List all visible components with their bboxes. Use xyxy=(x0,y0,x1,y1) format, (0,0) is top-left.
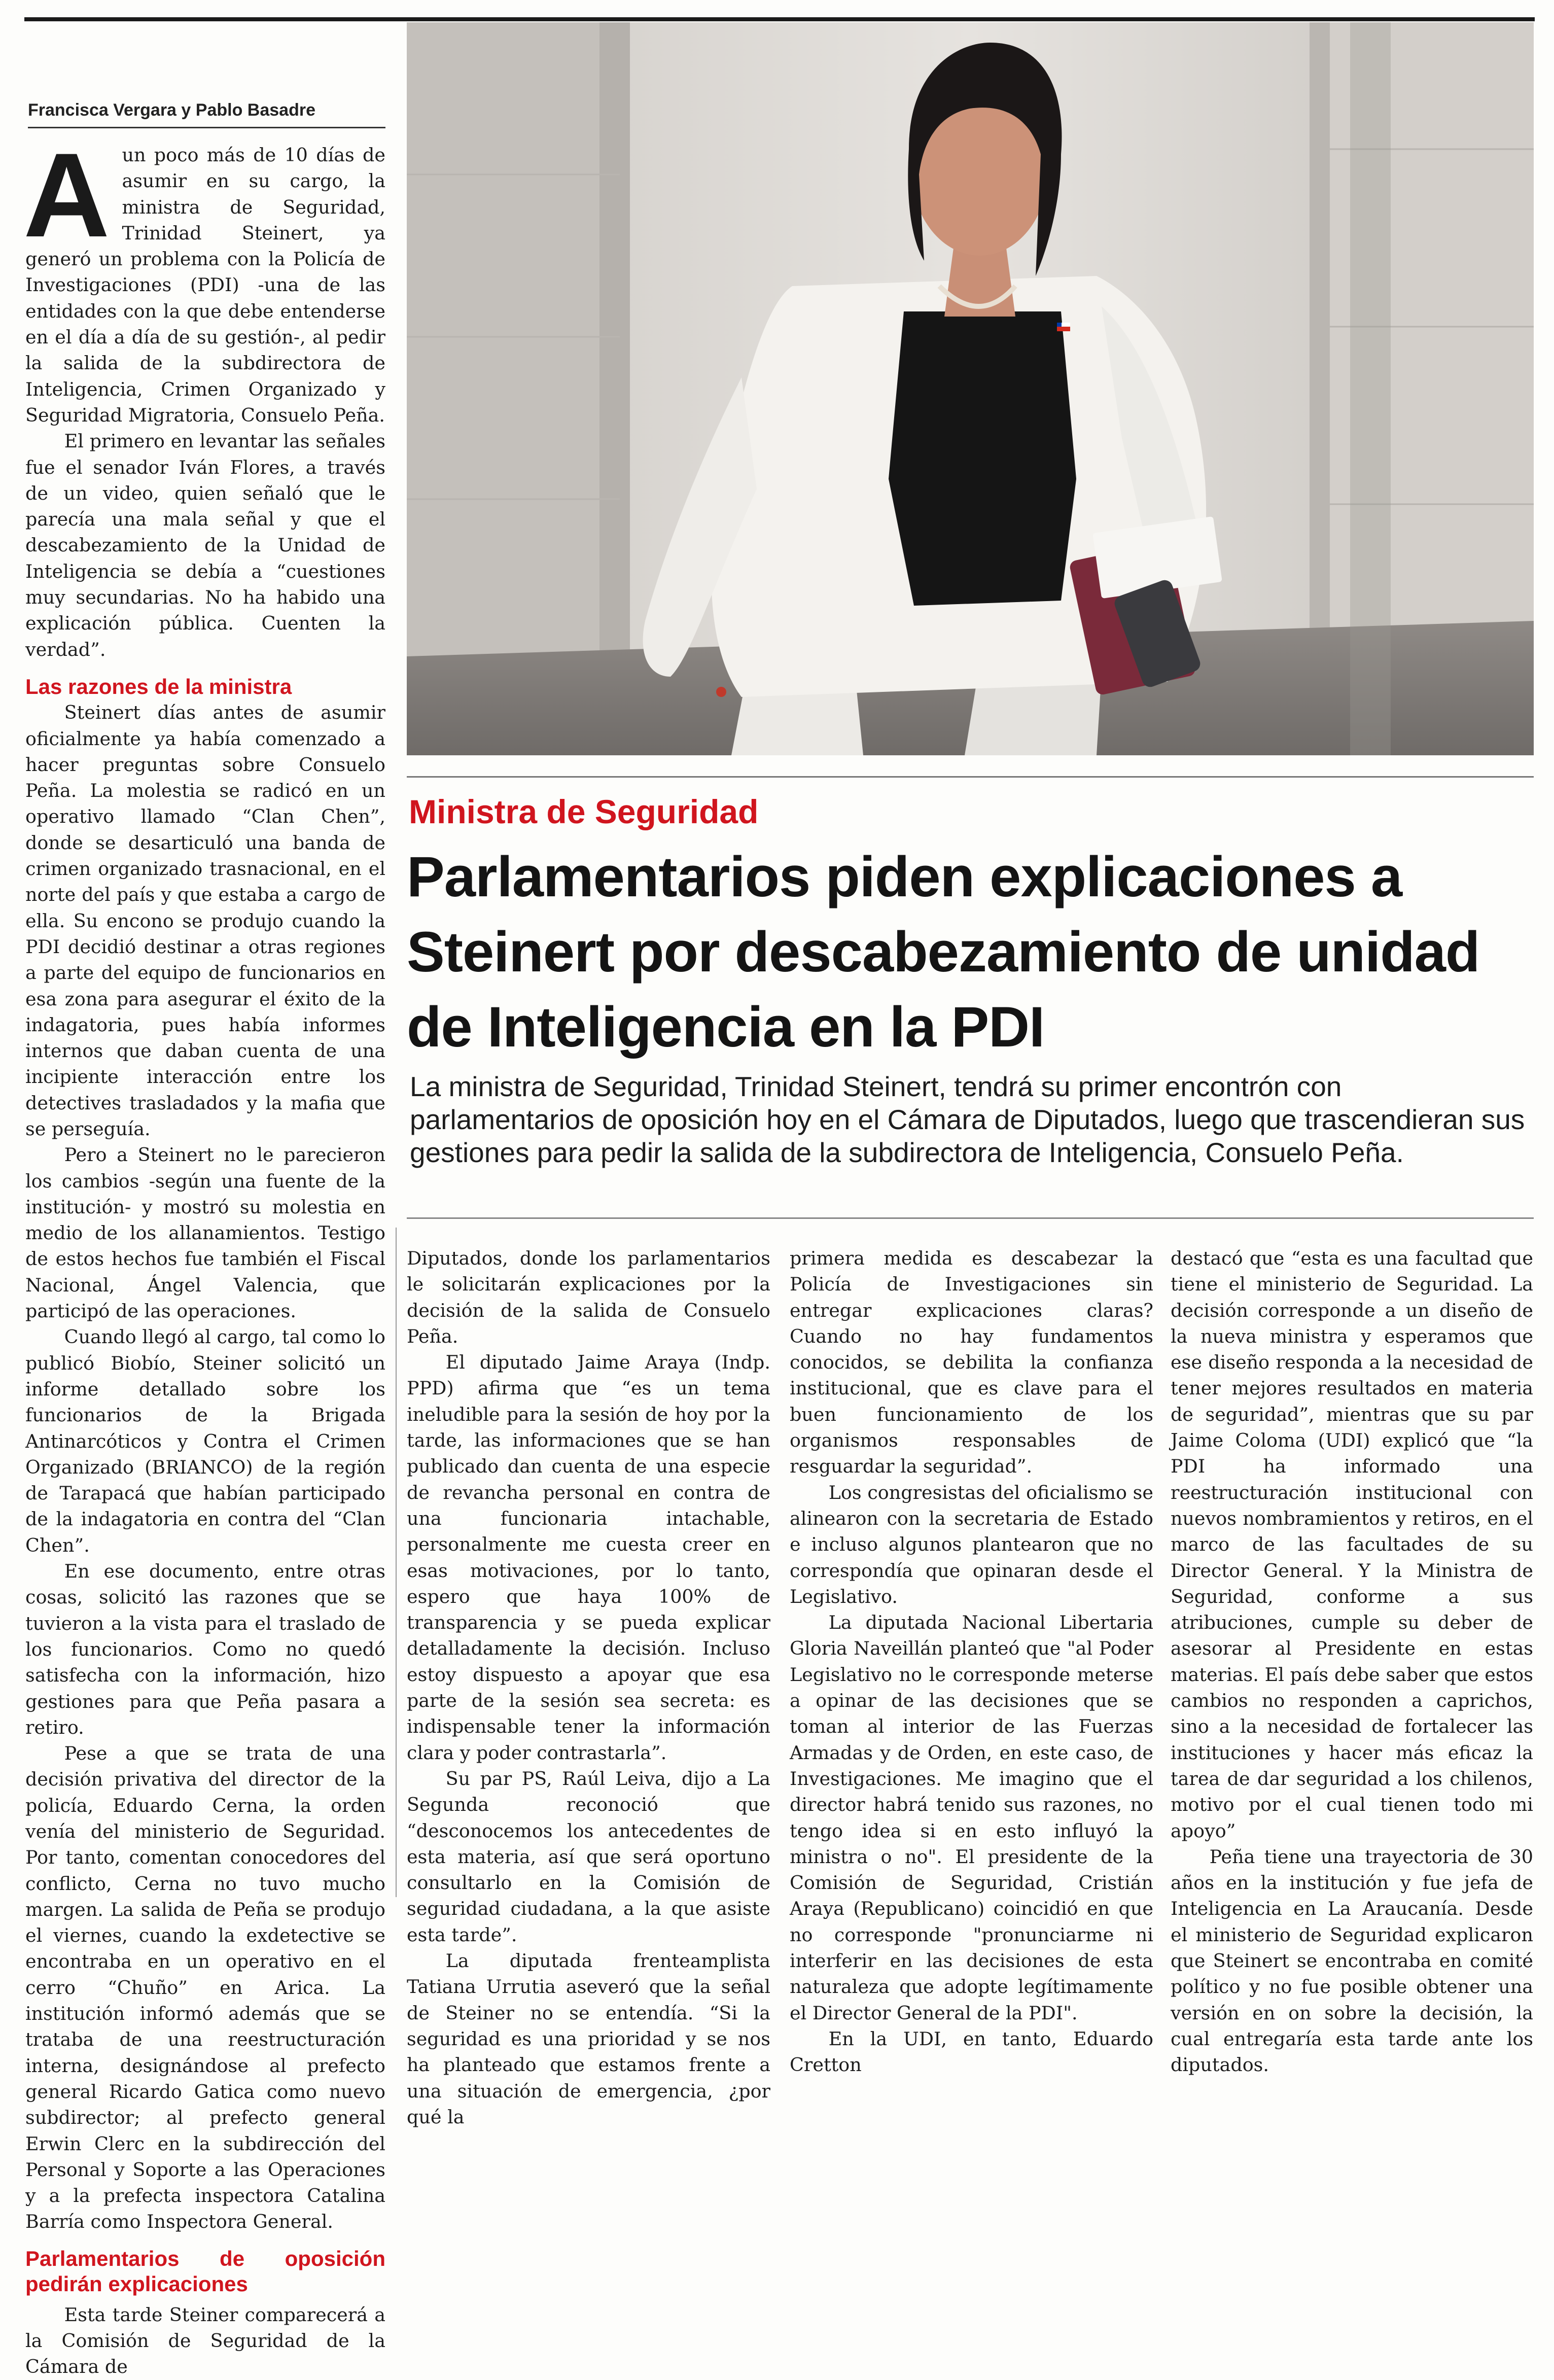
paragraph-9: El diputado Jaime Araya (Indp. PPD) afirma que “es un tema ineludible para la sesión de hoy por la tarde, las informaciones que se han publicado dan cuenta de una especie de revancha personal en contra de una funcionaria intachable, personalmente me cuesta creer en esas motivaciones, por lo tanto, espero que haya 100% de transparencia y se pueda explicar detalladamente la decisión. Incluso estoy dispuesto a apoyar que esa parte de la sesión sea secreta: es indispensable tener la información clara y poder contrastarla”. xyxy=(407,1351,770,1764)
paragraph-4: Pero a Steinert no le parecieron los cambios -según una fuente de la institución- y mostró su molestia en medio de los allanamientos. Testigo de estos hechos fue también el Fiscal Nacional, Ángel Valencia, que participó de las operaciones. xyxy=(25,1144,385,1322)
article-column-3 xyxy=(790,1245,1153,2076)
photo-minister xyxy=(407,22,1534,755)
paragraph-3: Steinert días antes de asumir oficialmente ya había comenzado a hacer preguntas sobre Consuelo Peña. La molestia se radicó en un operativo llamado “Clan Chen”, donde se desarticuló una banda de crimen organizado trasnacional, en el norte del país y que estaba a cargo de ella. Su encono se produjo cuando la PDI decidió destinar a otras regiones a parte del equipo de funcionarios en esa zona para asegurar el éxito de la indagatoria, pues había informes internos que daban cuenta de una incipiente interacción entre los detectives trasladados y la mafia que se perseguía. xyxy=(25,702,385,1140)
subhead-razones: Las razones de la ministra xyxy=(25,674,292,698)
paragraph-8b: Diputados, donde los parlamentarios le solicitarán explicaciones por la decisión de la salida de Consuelo Peña. xyxy=(407,1247,770,1347)
drop-cap: A xyxy=(23,128,110,262)
paragraph-1-text: un poco más de 10 días de asumir en su cargo, la ministra de Seguridad, Trinidad Steinert, ya generó un problema con la Policía de Investigaciones (PDI) -una de las entidades con la que debe entenderse en el día a día de su gestión-, al pedir la salida de la subdirectora de Inteligencia, Crimen Organizado y Seguridad Migratoria, Consuelo Peña. xyxy=(25,144,385,426)
photo-rule xyxy=(407,776,1534,778)
paragraph-2: El primero en levantar las señales fue el senador Iván Flores, a través de un video, quien señaló que le parecía una mala señal y que el descabezamiento de la Unidad de Inteligencia se debía a “cuestiones muy secundarias. No ha habido una explicación pública. Cuenten la verdad”. xyxy=(25,430,385,660)
kicker: Ministra de Seguridad xyxy=(409,793,759,830)
paragraph-13: La diputada Nacional Libertaria Gloria Naveillán planteó que "al Poder Legislativo no le corresponde meterse a opinar de las decisiones que se toman al interior de las Fuerzas Armadas y de Orden, en este caso, de Investigaciones. Me imagino que el director habrá tenido sus razones, no tengo idea si en esto influyó la ministra o no". El presidente de la Comisión de Seguridad, Cristián Araya (Republicano) coincidió en que no corresponde "pronunciarme ni interferir en las decisiones de esta naturaleza que adopte legítimamente el Director General de la PDI". xyxy=(790,1612,1153,2024)
paragraph-12: Los congresistas del oficialismo se alinearon con la secretaria de Estado e incluso algunos plantearon que no correspondía que opinaran desde el Legislativo. xyxy=(790,1481,1153,1607)
column-divider xyxy=(396,1228,397,1897)
paragraph-11b: primera medida es descabezar la Policía de Investigaciones sin entregar explicaciones claras? Cuando no hay fundamentos conocidos, se debilita la confianza institucional, que es clave para el buen funcionamiento de los organismos responsables de resguardar la seguridad”. xyxy=(790,1247,1153,1478)
paragraph-11a: La diputada frenteamplista Tatiana Urrutia aseveró que la señal de Steiner no se entendía. “Si la seguridad es una prioridad y se nos ha planteado que estamos frente a una situación de emergencia, ¿por qué la xyxy=(407,1950,770,2128)
paragraph-7: Pese a que se trata de una decisión privativa del director de la policía, Eduardo Cerna, la orden venía del ministerio de Seguridad. Por tanto, comentan conocedores del conflicto, Cerna no tuvo mucho margen. La salida de Peña se produjo el viernes, cuando la exdetective se encontraba en un operativo en el cerro “Chuño” en Arica. La institución informó además que se trataba de una reestructuración interna, designándose al prefecto general Ricardo Gatica como nuevo subdirector; al prefecto general Erwin Clerc en la subdirección del Personal y Soporte a las Operaciones y a la prefecta inspectora Catalina Barría como Inspectora General. xyxy=(25,1742,385,2233)
deck-rule xyxy=(407,1217,1534,1219)
byline: Francisca Vergara y Pablo Basadre xyxy=(28,100,315,120)
photo-illustration xyxy=(407,22,1534,755)
paragraph-6: En ese documento, entre otras cosas, solicitó las razones que se tuvieron a la vista para el traslado de los funcionarios. Como no quedó satisfecha con la información, hizo gestiones para que Peña pasara a retiro. xyxy=(25,1560,385,1738)
paragraph-15: Peña tiene una trayectoria de 30 años en la institución y fue jefa de Inteligencia en La Araucanía. Desde el ministerio de Seguridad explicaron que Steinert se encontraba en comité político y no fue posible obtener una versión en on sobre la decisión, la cual entregaría esta tarde ante los diputados. xyxy=(1171,1845,1533,2076)
paragraph-10: Su par PS, Raúl Leiva, dijo a La Segunda reconoció que “desconocemos los antecedentes de esta materia, así que será oportuno consultarlo en la Comisión de seguridad ciudadana, a la que asiste esta tarde”. xyxy=(407,1767,770,1946)
article-column-1 xyxy=(23,128,385,2378)
article-column-2 xyxy=(407,1245,770,2128)
paragraph-14b: destacó que “esta es una facultad que tiene el ministerio de Seguridad. La decisión corresponde a un diseño de la nueva ministra y esperamos que ese diseño responda a la necesidad de tener mejores resultados en materia de seguridad”, mientras que su par Jaime Coloma (UDI) explicó que “la PDI ha informado una reestructuración institucional con nuevos nombramientos y retiros, en el marco de las facultades de su Director General. Y la Ministra de Seguridad, conforme a sus atribuciones, cumple su deber de asesorar al Presidente en estas materias. El país debe saber que estos cambios no responden a caprichos, sino a la necesidad de fortalecer las instituciones y hacer más eficaz la tarea de dar seguridad a los chilenos, motivo por el cual tienen todo mi apoyo” xyxy=(1171,1247,1533,1842)
deck: La ministra de Seguridad, Trinidad Steinert, tendrá su primer encontrón con parlamentarios de oposición hoy en el Cámara de Diputados, luego que trascendieran sus gestiones para pedir la salida de la subdirectora de Inteligencia, Consuelo Peña. xyxy=(410,1071,1525,1168)
paragraph-5: Cuando llegó al cargo, tal como lo publicó Biobío, Steiner solicitó un informe detallado sobre los funcionarios de la Brigada Antinarcóticos y Contra el Crimen Organizado (BRIANCO) de la región de Tarapacá que habían participado de la indagatoria en contra del “Clan Chen”. xyxy=(25,1326,385,1556)
paragraph-8a: Esta tarde Steiner comparecerá a la Comisión de Seguridad de la Cámara de xyxy=(25,2303,385,2378)
paragraph-14a: En la UDI, en tanto, Eduardo Cretton xyxy=(790,2027,1153,2076)
subhead-oposicion: Parlamentarios de oposición pedirán explicaciones xyxy=(25,2246,385,2296)
paragraph-1 xyxy=(23,128,385,428)
top-rule xyxy=(24,17,1535,21)
headline: Parlamentarios piden explicaciones a Steinert por descabezamiento de unidad de Inteligencia en la PDI xyxy=(407,845,1480,1059)
article-column-4 xyxy=(1171,1245,1533,2076)
